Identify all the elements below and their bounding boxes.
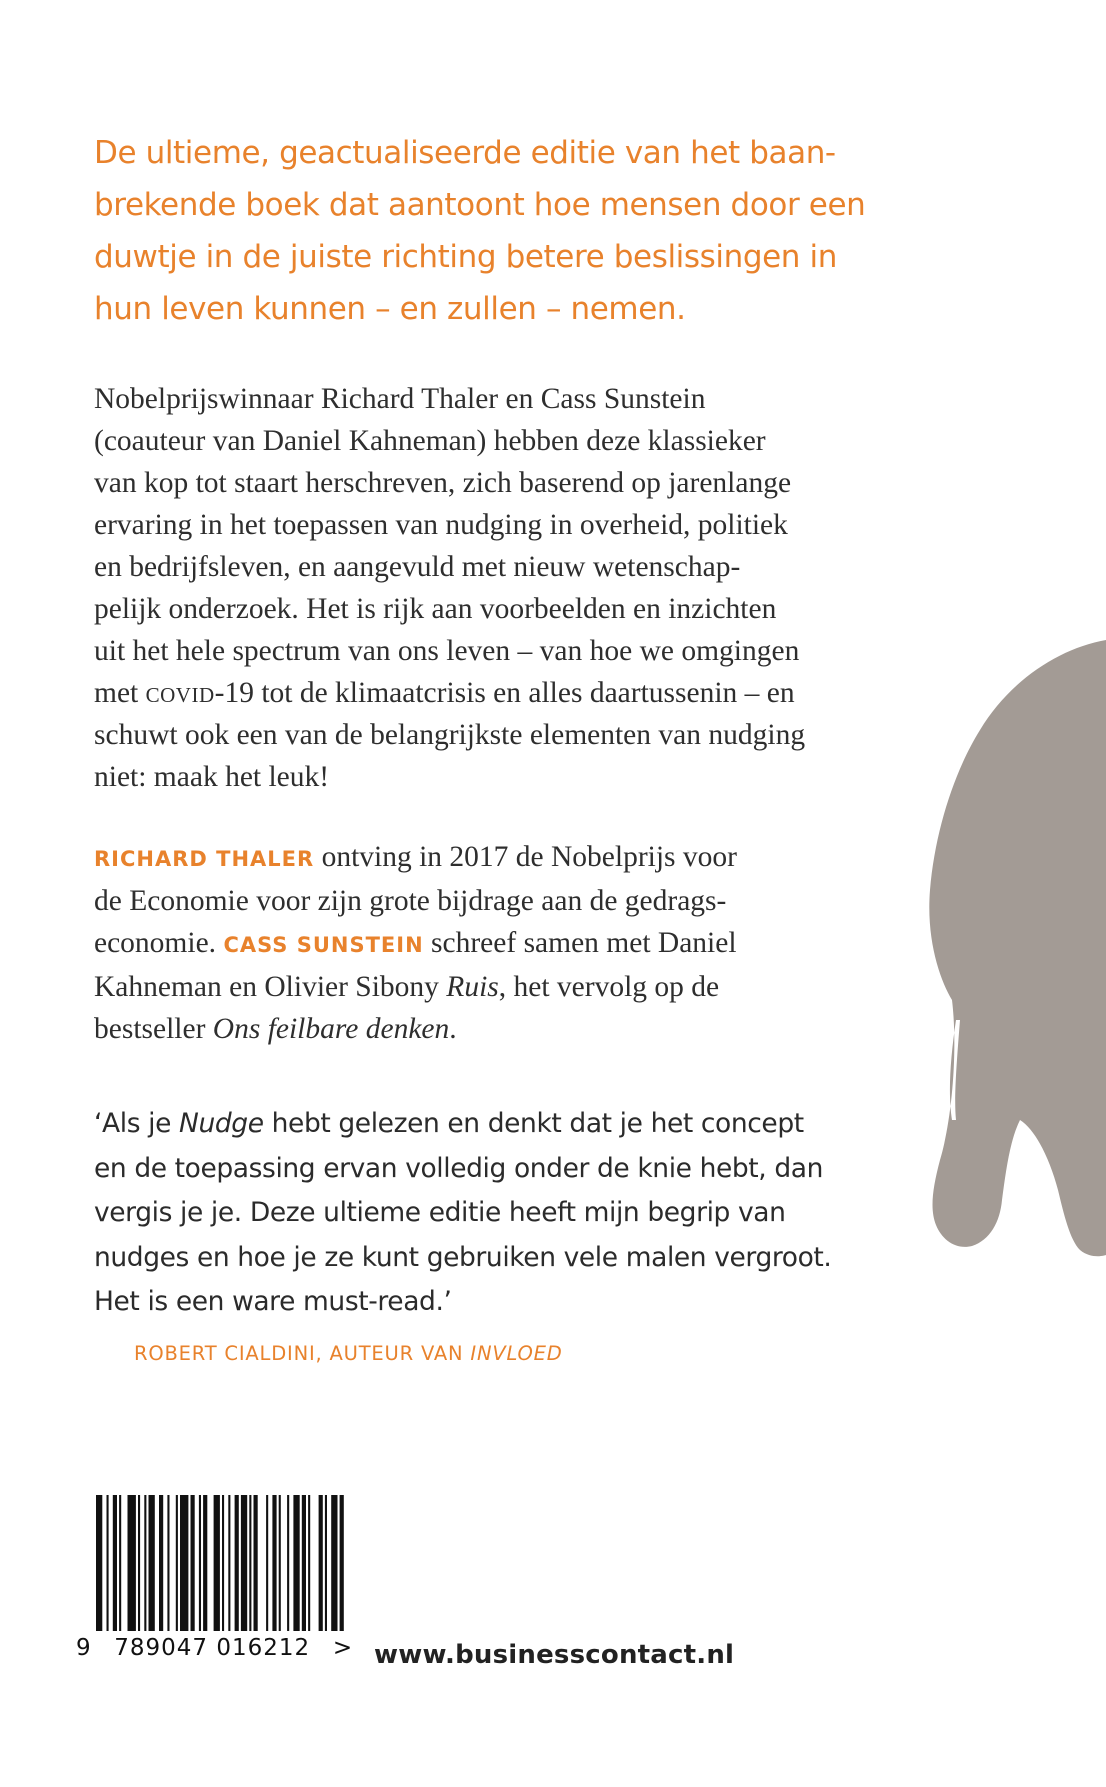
isbn-number (76, 1635, 358, 1661)
book-title-ruis: Ruis (446, 971, 499, 1003)
barcode-bar (293, 1495, 299, 1631)
barcode-bar (107, 1495, 109, 1631)
barcode-bar (214, 1495, 220, 1631)
text-fragment: met (94, 677, 146, 709)
bio-line (94, 966, 954, 1008)
text-fragment: economie. (94, 927, 224, 959)
author-name-sunstein: CASS SUNSTEIN (223, 933, 424, 957)
text-fragment: schreef samen met Daniel (423, 927, 737, 959)
description-line: uit het hele spectrum van ons leven – van hoe we omgingen (94, 635, 800, 667)
barcode-bar (159, 1495, 163, 1631)
isbn-group-2: 016212 (216, 1635, 311, 1661)
text-fragment: -19 tot de klimaatcrisis en alles daartussenin – en (214, 677, 795, 709)
barcode-bar (254, 1495, 258, 1631)
covid-smallcaps: covid (145, 677, 215, 709)
barcode-bar (340, 1495, 344, 1631)
description-line: en bedrijfsleven, en aangevuld met nieuw wetenschap- (94, 551, 741, 583)
barcode-bar (308, 1495, 310, 1631)
description (94, 378, 954, 798)
quote-line (94, 1102, 954, 1147)
bio-line (94, 1008, 954, 1050)
barcode-bar (287, 1495, 289, 1631)
book-title-nudge: Nudge (179, 1108, 264, 1139)
barcode-bars (96, 1495, 396, 1631)
bio-line: de Economie voor zijn grote bijdrage aan de gedrags- (94, 885, 727, 917)
isbn-group-1: 789047 (114, 1635, 209, 1661)
bio-line (94, 922, 954, 966)
text-fragment: ontving in 2017 de Nobelprijs voor (314, 841, 737, 873)
tagline (94, 127, 894, 335)
barcode-bar (128, 1495, 136, 1631)
barcode-bar (235, 1495, 239, 1631)
barcode-bar (113, 1495, 117, 1631)
description-line: pelijk onderzoek. Het is rijk aan voorbeelden en inzichten (94, 593, 777, 625)
barcode-bar (176, 1495, 178, 1631)
description-line: van kop tot staart herschreven, zich baserend op jarenlange (94, 467, 792, 499)
text-fragment: hebt gelezen en denkt dat je het concept (263, 1108, 804, 1139)
tagline-line: hun leven kunnen – en zullen – nemen. (94, 291, 686, 327)
isbn-barcode (76, 1495, 358, 1661)
barcode-bar (331, 1495, 337, 1631)
text-fragment: ‘Als je (94, 1108, 180, 1139)
barcode-bar (144, 1495, 146, 1631)
barcode-bar (249, 1495, 251, 1631)
quote-line: nudges en hoe je ze kunt gebruiken vele malen vergroot. (94, 1241, 832, 1273)
isbn-marker: > (332, 1635, 354, 1661)
barcode-bar (222, 1495, 224, 1631)
quote-line: en de toepassing ervan volledig onder de knie hebt, dan (94, 1152, 823, 1184)
text-fragment: Kahneman en Olivier Sibony (94, 971, 447, 1003)
barcode-bar (119, 1495, 121, 1631)
barcode-bar (302, 1495, 306, 1631)
barcode-bar (199, 1495, 201, 1631)
author-bio (94, 836, 954, 1050)
quote-line: Het is een ware must-read.’ (94, 1286, 452, 1317)
quote-line: vergis je je. Deze ultieme editie heeft mijn begrip van (94, 1197, 786, 1228)
barcode-bar (272, 1495, 276, 1631)
text-fragment: ROBERT CIALDINI, AUTEUR VAN (134, 1342, 471, 1365)
barcode-bar (96, 1495, 102, 1631)
description-line: schuwt ook een van de belangrijkste elementen van nudging (94, 719, 806, 751)
barcode-bar (319, 1495, 323, 1631)
quote-attribution (134, 1342, 563, 1365)
barcode-bar (138, 1495, 140, 1631)
description-line: ervaring in het toepassen van nudging in overheid, politiek (94, 509, 788, 541)
barcode-bar (266, 1495, 268, 1631)
tagline-line: De ultieme, geactualiseerde editie van het baan- (94, 135, 836, 171)
barcode-bar (279, 1495, 281, 1631)
text-fragment: bestseller (94, 1013, 213, 1045)
book-title-ons-feilbare-denken: Ons feilbare denken (212, 1013, 450, 1045)
publisher-website[interactable]: www.businesscontact.nl (374, 1640, 735, 1670)
description-line: (coauteur van Daniel Kahneman) hebben deze klassieker (94, 425, 766, 457)
text-fragment: , het vervolg op de (498, 971, 720, 1003)
tagline-line: brekende boek dat aantoont hoe mensen door een (94, 187, 866, 223)
barcode-bar (180, 1495, 188, 1631)
barcode-bar (241, 1495, 247, 1631)
text-fragment: . (449, 1013, 457, 1045)
description-line: niet: maak het leuk! (94, 761, 330, 793)
barcode-bar (167, 1495, 169, 1631)
bio-line (94, 836, 954, 880)
book-title-invloed: INVLOED (470, 1342, 563, 1365)
tagline-line: duwtje in de juiste richting betere beslissingen in (94, 239, 837, 275)
author-name-thaler: RICHARD THALER (94, 847, 315, 871)
barcode-bar (191, 1495, 195, 1631)
isbn-first-digit: 9 (76, 1635, 92, 1661)
endorsement-quote (94, 1102, 954, 1325)
description-line (94, 672, 954, 714)
barcode-bar (203, 1495, 207, 1631)
barcode-bar (325, 1495, 327, 1631)
description-line: Nobelprijswinnaar Richard Thaler en Cass Sunstein (94, 383, 706, 415)
barcode-bar (228, 1495, 230, 1631)
barcode-bar (149, 1495, 155, 1631)
